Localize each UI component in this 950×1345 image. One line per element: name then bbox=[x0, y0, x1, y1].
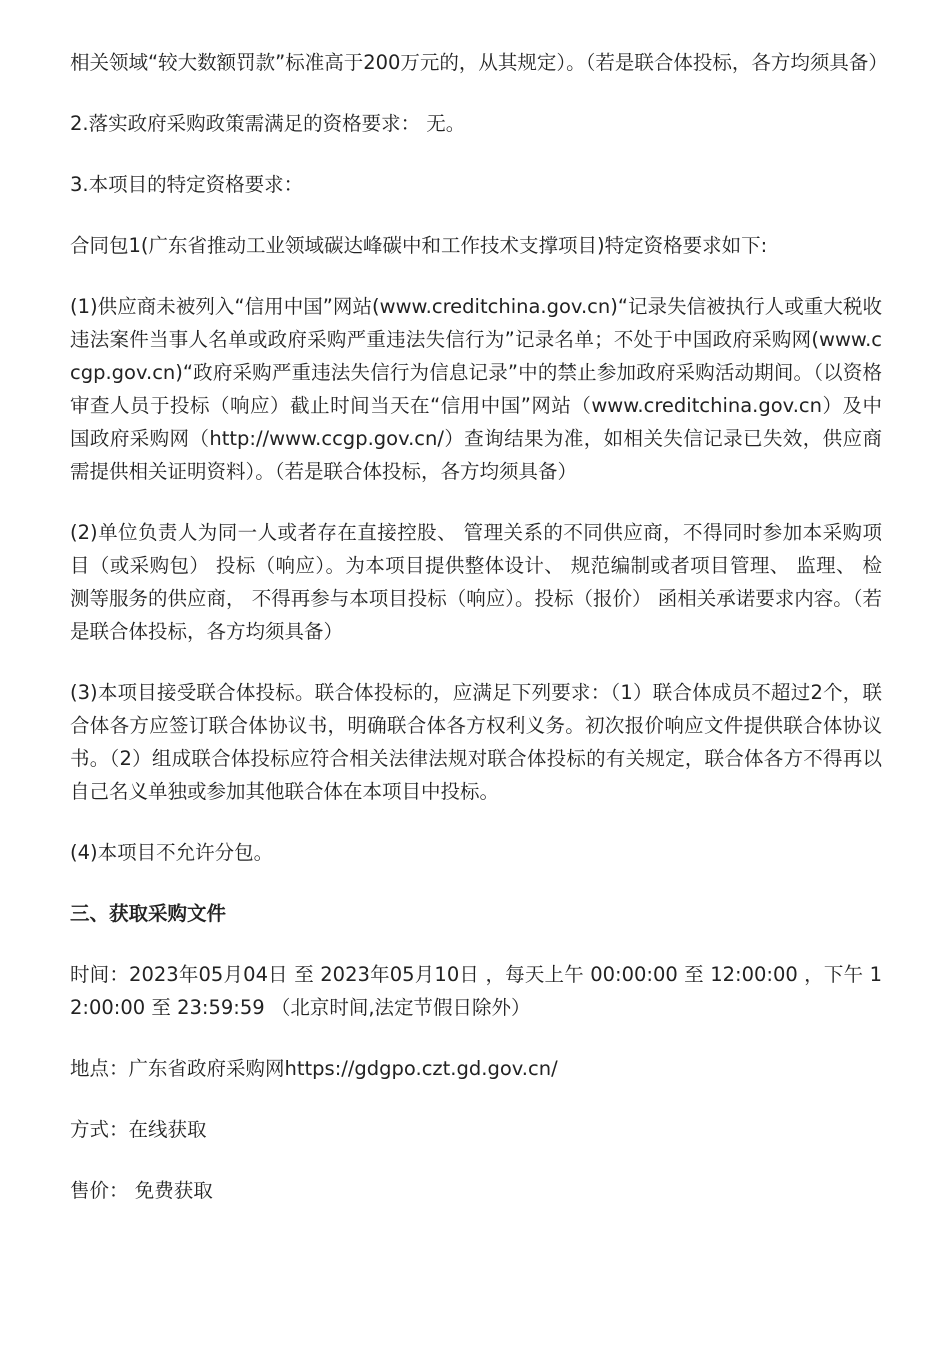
paragraph-requirement-3: (3)本项目接受联合体投标。联合体投标的，应满足下列要求：（1）联合体成员不超过2个，联合体各方应签订联合体协议书，明确联合体各方权利义务。初次报价响应文件提供联合体协议书。（2）组成联合体投标应符合相关法律法规对联合体投标的有关规定，联合体各方不得再以自己名义单独或参加其他联合体在本项目中投标。 bbox=[70, 681, 882, 803]
paragraph-requirement-4: (4)本项目不允许分包。 bbox=[70, 841, 274, 864]
acquire-method: 方式：在线获取 bbox=[70, 1118, 207, 1141]
acquire-time: 时间：2023年05月04日 至 2023年05月10日 ，每天上午 00:00:00 至 12:00:00 ，下午 12:00:00 至 23:59:59 （北京时间,法定节假日除外） bbox=[70, 963, 882, 1019]
paragraph-penalty-note: 相关领域“较大数额罚款”标准高于200万元的，从其规定）。（若是联合体投标，各方均须具备） bbox=[70, 51, 888, 74]
acquire-place: 地点：广东省政府采购网https://gdgpo.czt.gd.gov.cn/ bbox=[70, 1057, 558, 1080]
paragraph-policy-requirement: 2.落实政府采购政策需满足的资格要求： 无。 bbox=[70, 112, 466, 135]
paragraph-requirement-1: (1)供应商未被列入“信用中国”网站(www.creditchina.gov.cn)“记录失信被执行人或重大税收违法案件当事人名单或政府采购严重违法失信行为”记录名单；不处于中国政府采购网(www.ccgp.gov.cn)“政府采购严重违法失信行为信息记录”中的禁止参加政府采购活动期间。（以资格审查人员于投标（响应）截止时间当天在“信用中国”网站（www.creditchina.gov.cn）及中国政府采购网（http://www.ccgp.gov.cn/）查询结果为准，如相关失信记录已失效，供应商需提供相关证明资料）。（若是联合体投标，各方均须具备） bbox=[70, 295, 882, 483]
paragraph-specific-requirement-title: 3.本项目的特定资格要求： bbox=[70, 173, 304, 196]
section-heading: 三、获取采购文件 bbox=[70, 902, 227, 925]
paragraph-requirement-2: (2)单位负责人为同一人或者存在直接控股、 管理关系的不同供应商，不得同时参加本采购项目（或采购包） 投标（响应）。为本项目提供整体设计、 规范编制或者项目管理、 监理、 检测等服务的供应商， 不得再参与本项目投标（响应）。投标（报价） 函相关承诺要求内容。（若是联合体投标，各方均须具备） bbox=[70, 521, 882, 643]
paragraph-contract-package: 合同包1(广东省推动工业领域碳达峰碳中和工作技术支撑项目)特定资格要求如下: bbox=[70, 234, 768, 257]
document-body bbox=[70, 46, 888, 1235]
acquire-price: 售价： 免费获取 bbox=[70, 1179, 213, 1202]
